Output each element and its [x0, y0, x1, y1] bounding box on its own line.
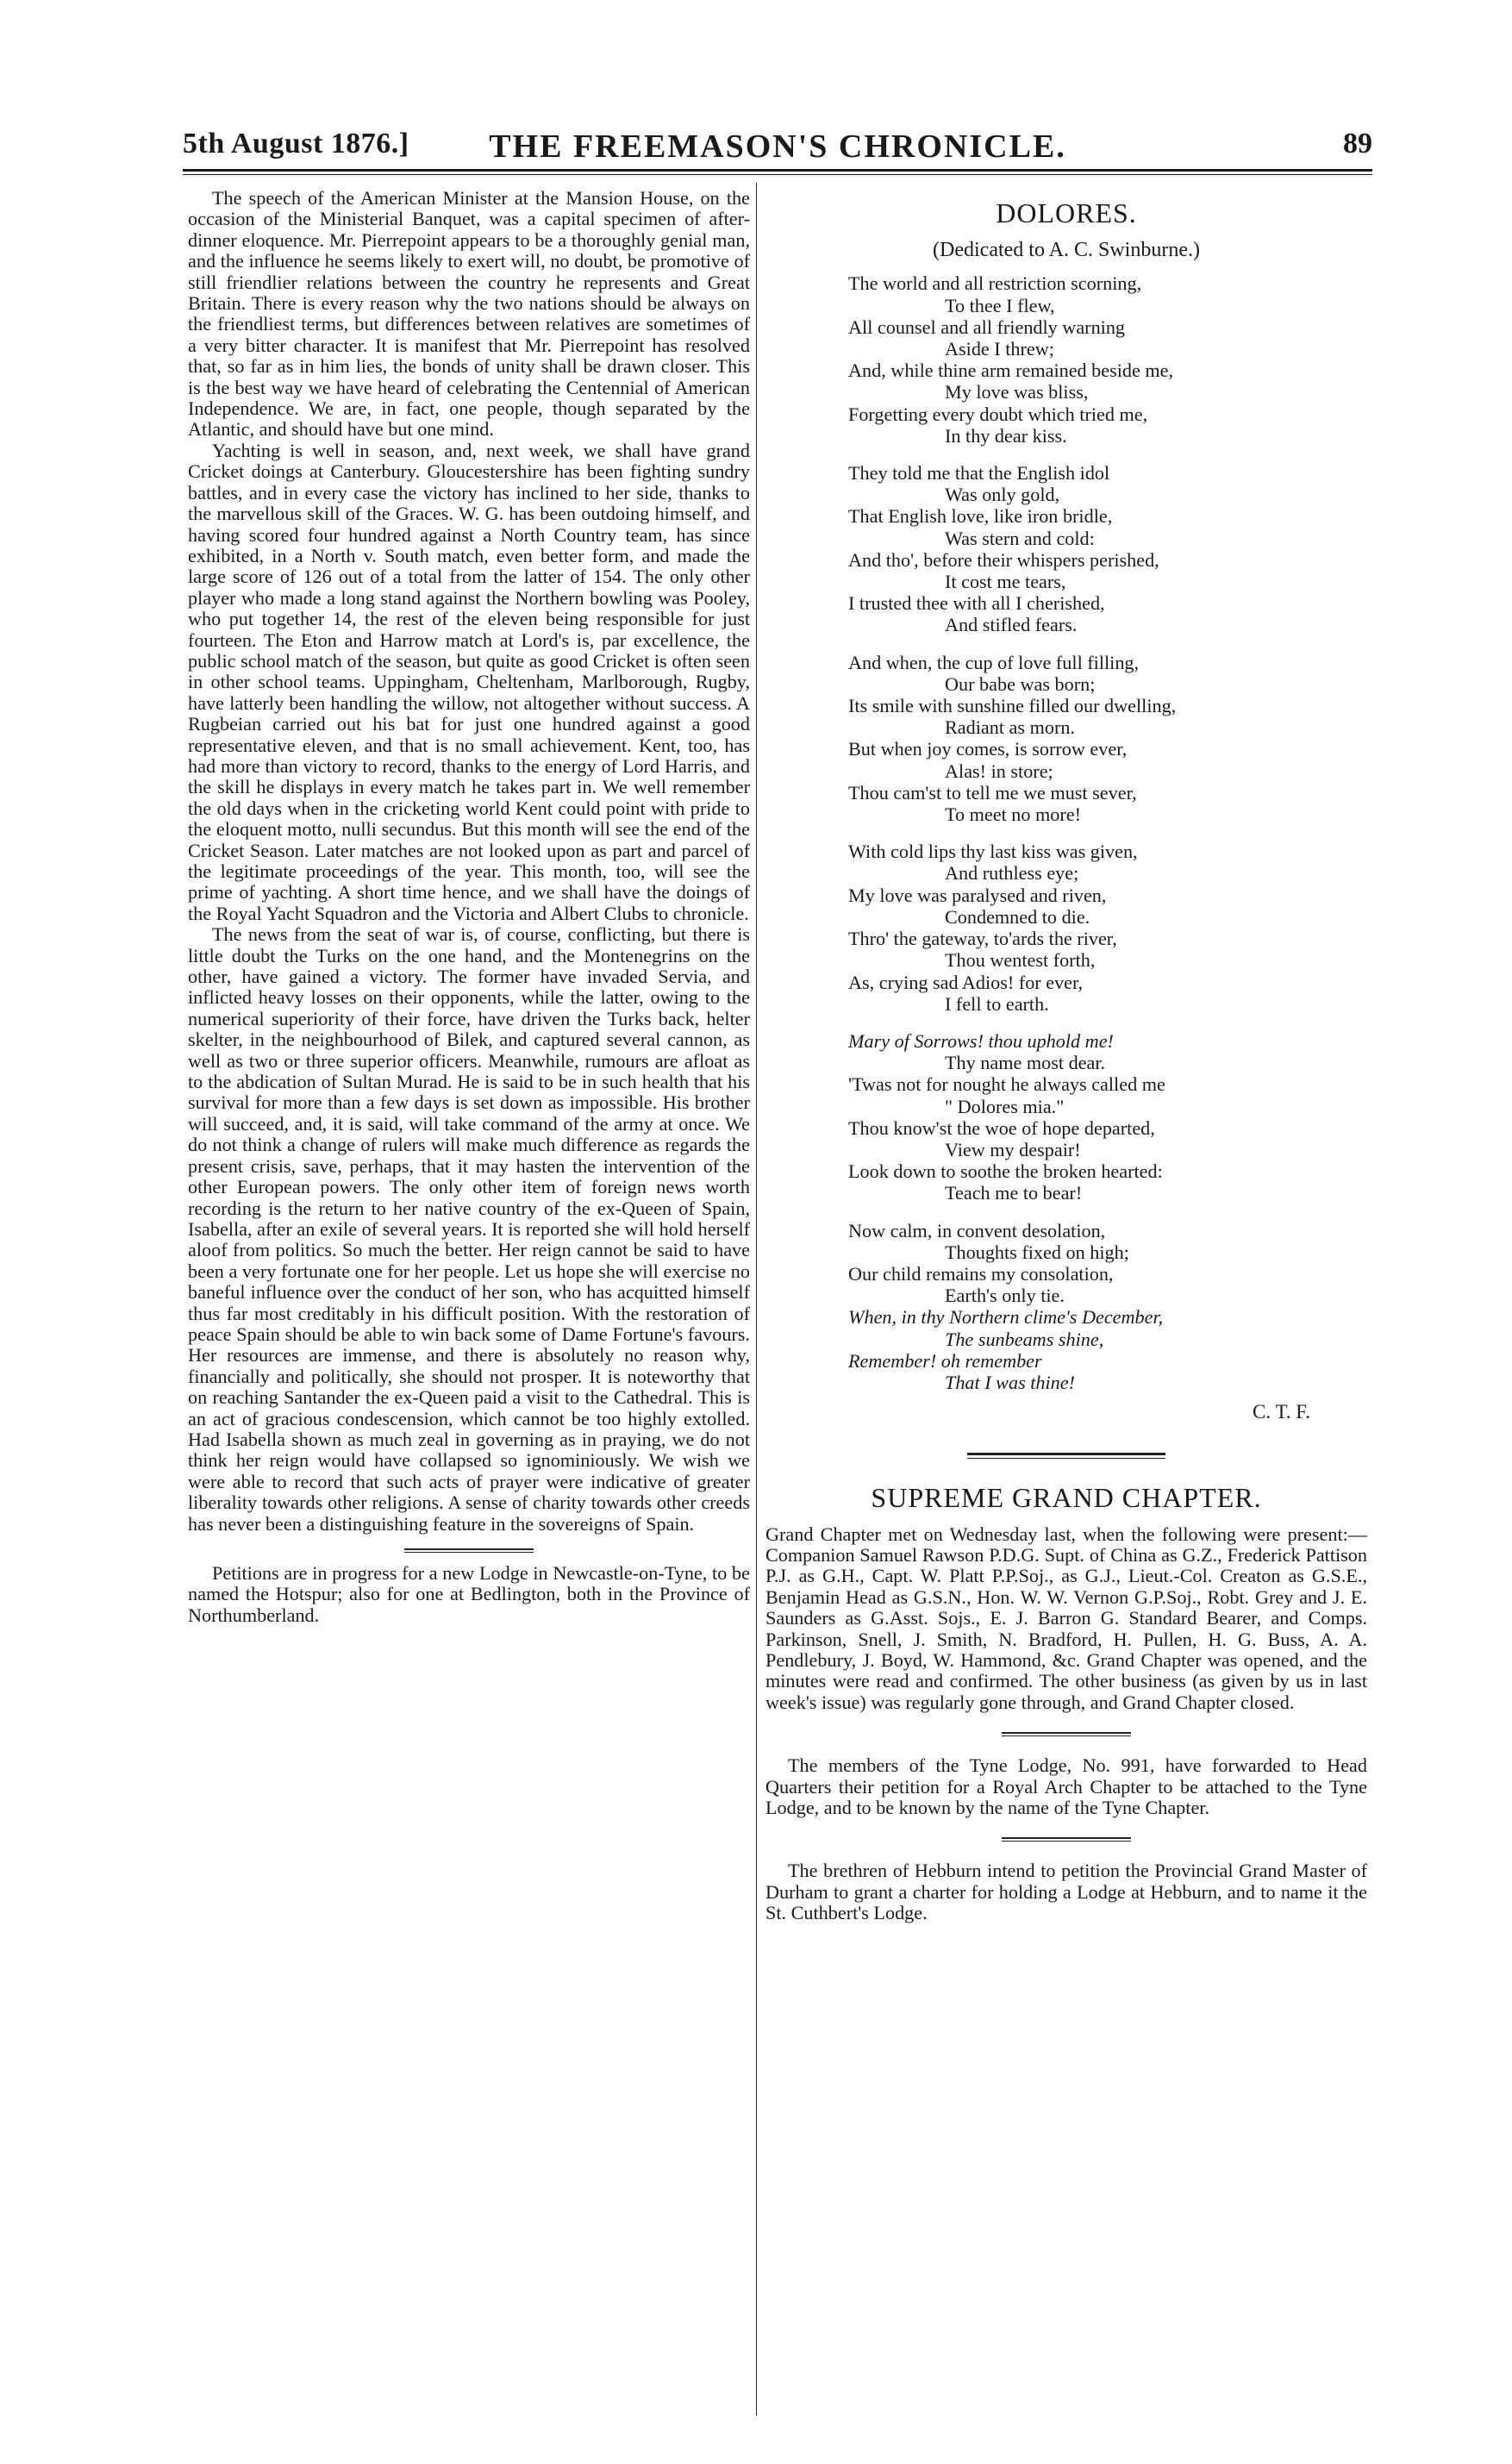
hebburn-paragraph: The brethren of Hebburn intend to petition the Provincial Grand Master of Durham to grant a charter for holding a Lodge at Hebburn, and to name it the St. Cuthbert's Lodge.	[765, 1860, 1367, 1924]
issue-date: 5th August 1876.]	[183, 128, 409, 159]
poem-line: Forgetting every doubt which tried me,	[848, 403, 1148, 425]
poem-stanza	[848, 1220, 1367, 1394]
poem-line: Teach me to bear!	[945, 1182, 1083, 1204]
chapter-title: SUPREME GRAND CHAPTER.	[871, 1481, 1262, 1513]
section-separator	[404, 1548, 534, 1553]
poem-line: Earth's only tie.	[945, 1285, 1065, 1307]
poem-line: And ruthless eye;	[945, 862, 1079, 885]
poem-line: Condemned to die.	[945, 905, 1090, 928]
poem-line: I fell to earth.	[945, 992, 1049, 1015]
right-column	[765, 188, 1367, 1924]
column-divider	[756, 183, 757, 2416]
poem-line: Remember! oh remember	[848, 1349, 1042, 1372]
poem-line: All counsel and all friendly warning	[848, 316, 1126, 338]
poem-line: Thou wentest forth,	[945, 949, 1096, 972]
poem-line: As, crying sad Adios! for ever,	[848, 971, 1084, 993]
article-paragraph: Yachting is well in season, and, next week, we shall have grand Cricket doings at Canterbury. Gloucestershire has been fighting sundry battles, and in every case the victory has inclined to her side, thanks to the marvellous skill of the Graces. W. G. has been outdoing himself, and having scored four hundred against a North Country team, has since exhibited, in a North v. South match, even better form, and made the large score of 126 out of a total from the latter of 154. The only other player who made a long stand against the Northern bowling was Pooley, who put together 14, the rest of the eleven being responsible for just fourteen. The Eton and Harrow match at Lord's is, par excellence, the public school match of the season, but quite as good Cricket is often seen in other school teams. Uppingham, Cheltenham, Marlborough, Rugby, have latterly been handling the willow, not altogether without success. A Rugbeian carried out his bat for just one hundred against a good representative eleven, and that is no small achievement. Kent, too, has had more than victory to record, thanks to the energy of Lord Harris, and the skill he displays in every match he takes part in. We well remember the old days when in the cricketing world Kent could point with pride to the eloquent motto, nulli secundus. But this month will see the end of the Cricket Season. Later matches are not looked upon as part and parcel of the legitimate proceedings of the year. This month, too, will see the prime of yachting. A short time hence, and we shall have the doings of the Royal Yacht Squadron and the Victoria and Albert Clubs to chronicle.	[188, 439, 750, 924]
poem-line: I trusted thee with all I cherished,	[848, 592, 1105, 615]
poem-signature: C. T. F.	[1253, 1401, 1310, 1423]
poem-line: That I was thine!	[945, 1371, 1076, 1393]
poem-line: That English love, like iron bridle,	[848, 505, 1113, 528]
poem	[848, 272, 1367, 1393]
poem-line: Thoughts fixed on high;	[945, 1241, 1129, 1263]
poem-line: The sunbeams shine,	[945, 1328, 1104, 1350]
poem-line: But when joy comes, is sorrow ever,	[848, 738, 1128, 760]
poem-line: The world and all restriction scorning,	[848, 272, 1142, 295]
poem-stanza	[848, 652, 1367, 826]
chapter-report: Grand Chapter met on Wednesday last, when the following were present:—Companion Samuel Rawson P.D.G. Supt. of China as G.Z., Frederick Pattison P.J. as G.H., Capt. W. Platt P.P.Soj., as G.J., Lieut.-Col. Creaton as G.S.E., Benjamin Head as G.S.N., Hon. W. W. Vernon G.P.Soj., Robt. Grey and J. E. Saunders as G.Asst. Sojs., E. J. Barron G. Standard Bearer, and Comps. Parkinson, Snell, J. Smith, N. Bradford, H. Pullen, H. G. Buss, A. A. Pendlebury, J. Boyd, W. Hammond, &c. Grand Chapter was opened, and the minutes were read and confirmed. The other business (as given by us in last week's issue) was regularly gone through, and Grand Chapter closed.	[765, 1523, 1367, 1713]
poem-line: And tho', before their whispers perished,	[848, 548, 1159, 571]
poem-line: View my despair!	[945, 1138, 1081, 1160]
poem-line: And when, the cup of love full filling,	[848, 651, 1140, 673]
poem-line: Mary of Sorrows! thou uphold me!	[848, 1029, 1114, 1052]
poem-line: When, in thy Northern clime's December,	[848, 1306, 1164, 1329]
poem-line: Look down to soothe the broken hearted:	[848, 1160, 1163, 1183]
poem-line: Now calm, in convent desolation,	[848, 1219, 1106, 1241]
article-paragraph: The news from the seat of war is, of course, conflicting, but there is little doubt the Turks on the one hand, and the Montenegrins on the other, have gained a victory. The former have invaded Servia, and inflicted heavy losses on their opponents, while the latter, owing to the numerical superiority of their force, have driven the Turks back, helter skelter, in the neighbourhood of Bilek, and captured several cannon, as well as two or three superior officers. Meanwhile, rumours are afloat as to the abdication of Sultan Murad. He is said to be in such health that his survival for more than a few days is set down as impossible. His brother will succeed, and, it is said, will take command of the army at once. We do not think a change of rulers will make much difference as regards the present crisis, save, perhaps, that it may hasten the intervention of the other European powers. The only other item of foreign news worth recording is the return to her native country of the ex-Queen of Spain, Isabella, after an exile of several years. It is reported she will hold herself aloof from politics. So much the better. Her reign cannot be said to have been a very fortunate one for her people. Let us hope she will exercise no baneful influence over the conduct of her son, who has acquitted himself thus far most creditably in his difficult position. With the restoration of peace Spain should be able to win back some of Dame Fortune's favours. Her resources are immense, and there is absolutely no reason why, financially and politically, she should not prosper. It is noteworthy that on reaching Santander the ex-Queen paid a visit to the Cathedral. This is an act of gracious condescension, which cannot be too highly extolled. Had Isabella shown as much zeal in governing as in praying, we do not think her reign would have collapsed so ignominiously. We wish we were able to record that such acts of prayer were indicative of greater liberality towards other religions. A sense of charity towards other creeds has never been a distinguishing feature in the sovereigns of Spain.	[188, 923, 750, 1535]
poem-stanza	[848, 462, 1367, 636]
poem-line: Alas! in store;	[945, 760, 1053, 782]
poem-line: My love was paralysed and riven,	[848, 884, 1107, 906]
poem-stanza	[848, 841, 1367, 1015]
poem-line: Was only gold,	[945, 484, 1060, 506]
poem-line: Our child remains my consolation,	[848, 1262, 1114, 1285]
poem-line: In thy dear kiss.	[945, 424, 1067, 447]
poem-dedication: (Dedicated to A. C. Swinburne.)	[933, 239, 1200, 261]
poem-line: Thy name most dear.	[945, 1052, 1106, 1074]
poem-line: And, while thine arm remained beside me,	[848, 360, 1174, 382]
poem-line: And stifled fears.	[945, 614, 1078, 636]
publication-title: THE FREEMASON'S CHRONICLE.	[489, 128, 1066, 165]
poem-line: " Dolores mia."	[945, 1095, 1065, 1117]
poem-line: They told me that the English idol	[848, 462, 1110, 485]
poem-line: Aside I threw;	[945, 338, 1054, 360]
poem-title: DOLORES.	[996, 197, 1137, 228]
poem-line: My love was bliss,	[945, 381, 1089, 403]
poem-line: Its smile with sunshine filled our dwelling,	[848, 695, 1177, 717]
tyne-lodge-paragraph: The members of the Tyne Lodge, No. 991, have forwarded to Head Quarters their petition for a Royal Arch Chapter to be attached to the Tyne Lodge, and to be known by the name of the Tyne Chapter.	[765, 1754, 1367, 1819]
section-separator	[967, 1453, 1165, 1459]
poem-stanza	[848, 1030, 1367, 1204]
poem-line: Thro' the gateway, to'ards the river,	[848, 928, 1117, 950]
section-separator	[1002, 1837, 1131, 1842]
poem-line: It cost me tears,	[945, 571, 1066, 593]
poem-line: Thou cam'st to tell me we must sever,	[848, 781, 1137, 804]
petitions-paragraph: Petitions are in progress for a new Lodge in Newcastle-on-Tyne, to be named the Hotspur; also for one at Bedlington, both in the Province of Northumberland.	[188, 1562, 750, 1626]
poem-line: Was stern and cold:	[945, 527, 1095, 549]
poem-line: Thou know'st the woe of hope departed,	[848, 1116, 1155, 1139]
poem-line: To meet no more!	[945, 804, 1082, 826]
page-number: 89	[1343, 128, 1372, 159]
poem-line: With cold lips thy last kiss was given,	[848, 841, 1138, 863]
poem-stanza	[848, 272, 1367, 447]
poem-line: Radiant as morn.	[945, 716, 1075, 739]
article-paragraph: The speech of the American Minister at the Mansion House, on the occasion of the Ministerial Banquet, was a capital specimen of after-dinner eloquence. Mr. Pierrepoint appears to be a thoroughly genial man, and the influence he seems likely to exert will, no doubt, be promotive of still friendlier relations between the country he represents and Great Britain. There is every reason why the two nations should be always on the friendliest terms, but differences between relatives are sometimes of a very bitter character. It is manifest that Mr. Pierrepoint has resolved that, so far as in him lies, the bonds of unity shall be drawn closer. This is the best way we have heard of celebrating the Centennial of American Independence. We are, in fact, one people, though separated by the Atlantic, and should have but one mind.	[188, 187, 750, 441]
masthead	[183, 128, 1372, 167]
poem-line: To thee I flew,	[945, 294, 1055, 316]
masthead-rule	[183, 169, 1372, 175]
left-column	[188, 188, 750, 1626]
poem-line: 'Twas not for nought he always called me	[848, 1073, 1165, 1096]
section-separator	[1002, 1732, 1131, 1736]
poem-line: Our babe was born;	[945, 672, 1096, 695]
